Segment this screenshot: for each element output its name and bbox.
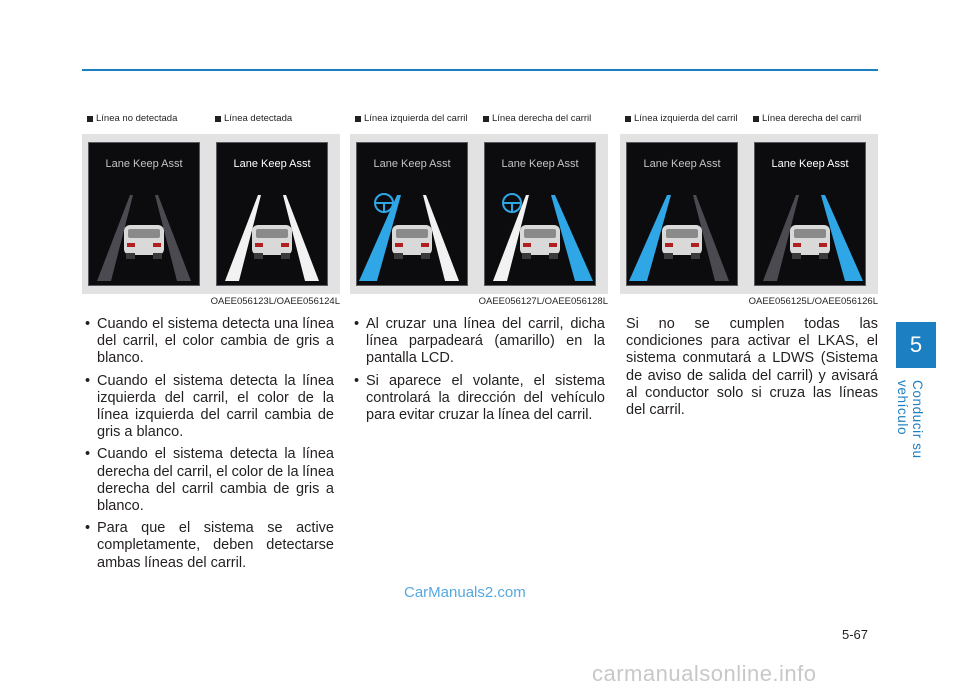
list-item: • Para que el sistema se active completamente, deben detectarse ambas líneas del carril.: [82, 520, 334, 572]
bullet-list: [82, 316, 334, 572]
image-code: OAEE056123L/OAEE056124L: [210, 296, 340, 307]
top-rule: [82, 69, 878, 71]
caption-left: Línea izquierda del carril: [354, 114, 480, 124]
text-column-2: [351, 316, 605, 429]
list-item: • Cuando el sistema detecta la línea derecha del carril, el color de la línea derecha del carril cambia de gris a blanco.: [82, 446, 334, 515]
steering-wheel-icon: [375, 194, 393, 212]
lcd-screen-right-line: [484, 142, 596, 286]
figure-lane-departure: [350, 112, 608, 310]
screen-title: Lane Keep Asst: [233, 158, 311, 170]
car-icon: [252, 225, 292, 259]
watermark-link[interactable]: CarManuals2.com: [404, 584, 526, 601]
screen-title: Lane Keep Asst: [373, 158, 451, 170]
caption-right: Línea derecha del carril: [752, 114, 878, 124]
list-item: • Cuando el sistema detecta una línea del carril, el color cambia de gris a blanco.: [82, 316, 334, 368]
chapter-title: Conducir su vehículo: [895, 380, 925, 459]
car-icon: [392, 225, 432, 259]
lcd-screen-left-line: [626, 142, 738, 286]
lcd-screen-left-line: [356, 142, 468, 286]
figure-header: [82, 112, 340, 132]
list-item: • Si aparece el volante, el sistema controlará la dirección del vehículo para evitar cruzar la línea del carril.: [351, 373, 605, 425]
caption-left: Línea izquierda del carril: [624, 114, 750, 124]
screen-title: Lane Keep Asst: [105, 158, 183, 170]
car-icon: [520, 225, 560, 259]
paragraph: Si no se cumplen todas las condiciones para activar el LKAS, el sistema conmutará a LDWS (Sistema de aviso de salida del carril) y avisará al conductor solo si cruza las líneas del carril.: [626, 316, 878, 419]
page-number: 5-67: [842, 627, 869, 642]
lcd-screen-right-line: [754, 142, 866, 286]
image-code: OAEE056127L/OAEE056128L: [478, 296, 608, 307]
chapter-number: 5: [909, 332, 923, 357]
figure-header: [350, 112, 608, 132]
text-column-1: [82, 316, 334, 577]
caption-left: Línea no detectada: [86, 114, 212, 124]
figure-lane-detection: [82, 112, 340, 310]
footer-watermark: carmanualsonline.info: [592, 661, 817, 686]
list-item: • Cuando el sistema detecta la línea izquierda del carril, el color de la línea izquierda del carril cambia de gris a blanco.: [82, 373, 334, 442]
figure-header: [620, 112, 878, 132]
chapter-tab: [896, 322, 936, 368]
screen-title: Lane Keep Asst: [501, 158, 579, 170]
screen-title: Lane Keep Asst: [771, 158, 849, 170]
text-column-3: [626, 316, 878, 419]
image-code: OAEE056125L/OAEE056126L: [748, 296, 878, 307]
caption-right: Línea detectada: [214, 114, 340, 124]
list-item: • Al cruzar una línea del carril, dicha línea parpadeará (amarillo) en la pantalla LCD.: [351, 316, 605, 368]
screen-title: Lane Keep Asst: [643, 158, 721, 170]
car-icon: [662, 225, 702, 259]
car-icon: [124, 225, 164, 259]
car-icon: [790, 225, 830, 259]
steering-wheel-icon: [503, 194, 521, 212]
lcd-screen-no-line: [88, 142, 200, 286]
bullet-list: [351, 316, 605, 424]
lcd-screen-line-detected: [216, 142, 328, 286]
figure-ldws: [620, 112, 878, 310]
caption-right: Línea derecha del carril: [482, 114, 608, 124]
